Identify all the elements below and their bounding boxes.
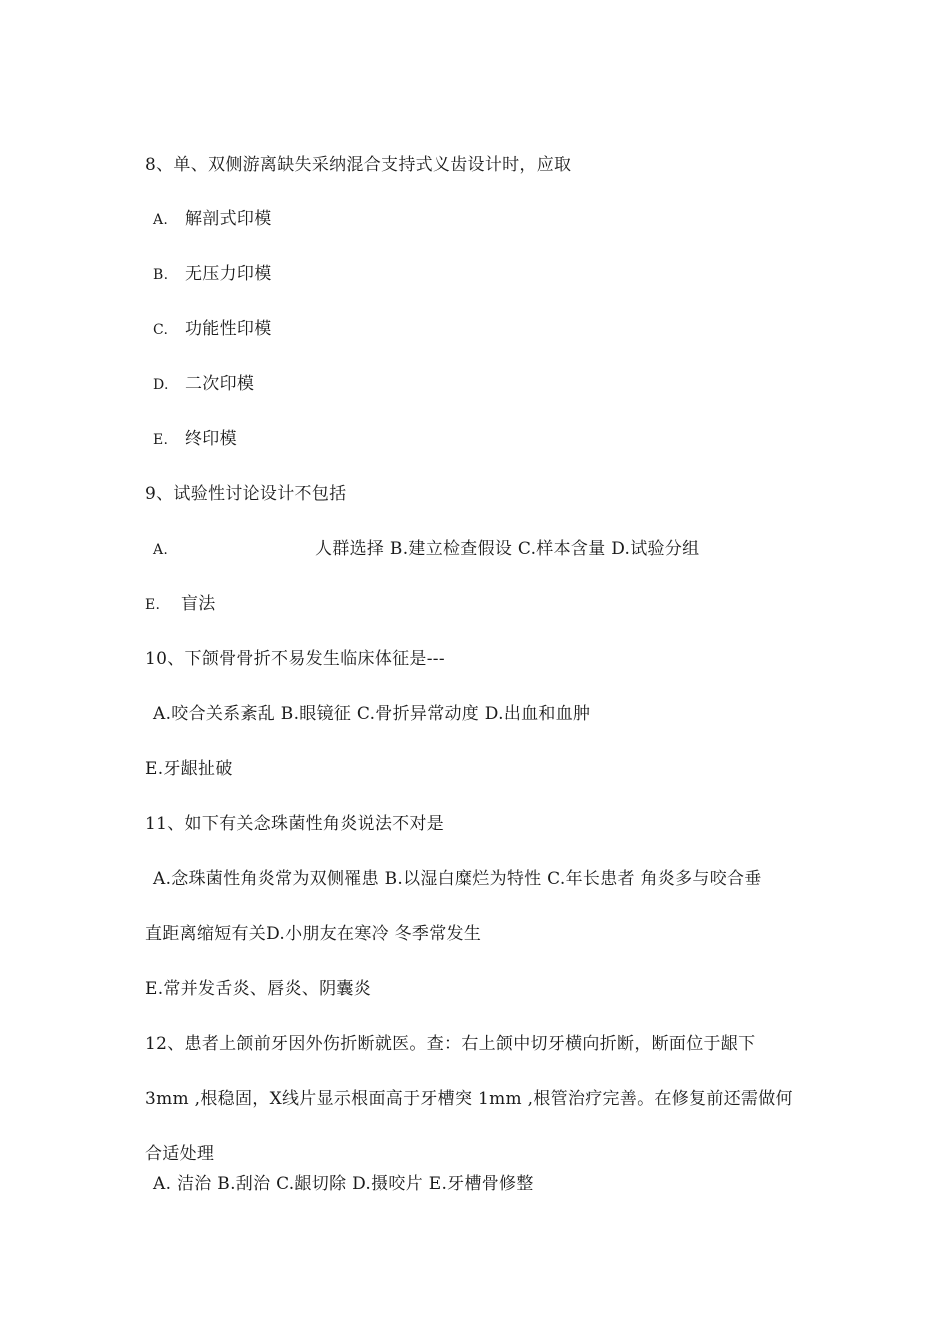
q8-option-a xyxy=(153,208,272,231)
q8-option-d xyxy=(153,373,254,396)
q10-options-line1: A.咬合关系紊乱 B.眼镜征 C.骨折异常动度 D.出血和血肿 xyxy=(153,704,591,724)
option-letter: E. xyxy=(153,432,169,448)
option-text: 无压力印模 xyxy=(185,264,272,284)
q9-stem: 9、试验性讨论设计不包括 xyxy=(145,484,347,504)
option-letter: D. xyxy=(153,377,169,393)
q10-options-line2: E.牙龈扯破 xyxy=(145,759,233,779)
option-text: 解剖式印模 xyxy=(185,209,272,229)
option-letter: C. xyxy=(153,322,169,338)
q10-stem: 10、下颌骨骨折不易发生临床体征是--- xyxy=(145,649,445,669)
q11-options-line3: E.常并发舌炎、唇炎、阴囊炎 xyxy=(145,979,372,999)
option-letter: B. xyxy=(153,267,169,283)
option-letter: A. xyxy=(153,542,169,558)
option-text: 终印模 xyxy=(185,429,237,449)
q12-stem-line1: 12、患者上颌前牙因外伤折断就医。查：右上颌中切牙横向折断，断面位于龈下 xyxy=(145,1034,756,1054)
q12-stem-line2: 3mm ,根稳固，X线片显示根面高于牙槽突 1mm ,根管治疗完善。在修复前还需做何 xyxy=(145,1089,793,1109)
q8-option-b xyxy=(153,263,272,286)
q11-stem: 11、如下有关念珠菌性角炎说法不对是 xyxy=(145,814,445,834)
option-text: 盲法 xyxy=(181,594,216,614)
q8-stem: 8、单、双侧游离缺失采纳混合支持式义齿设计时，应取 xyxy=(145,155,572,175)
option-letter: E. xyxy=(145,597,161,613)
option-text: 功能性印模 xyxy=(185,319,272,339)
option-text: 人群选择 B.建立检查假设 C.样本含量 D.试验分组 xyxy=(315,539,700,559)
q8-option-c xyxy=(153,318,272,341)
q8-option-e xyxy=(153,428,237,451)
q9-options-line-a xyxy=(153,538,699,561)
q11-options-line1: A.念珠菌性角炎常为双侧罹患 B.以湿白糜烂为特性 C.年长患者 角炎多与咬合垂 xyxy=(153,869,762,889)
q12-options-line1: A. 洁治 B.刮治 C.龈切除 D.摄咬片 E.牙槽骨修整 xyxy=(153,1174,534,1194)
q9-options-line-e xyxy=(145,593,216,616)
option-letter: A. xyxy=(153,212,169,228)
q11-options-line2: 直距离缩短有关D.小朋友在寒冷 冬季常发生 xyxy=(145,924,482,944)
q12-stem-line3: 合适处理 xyxy=(145,1144,215,1164)
option-text: 二次印模 xyxy=(185,374,255,394)
